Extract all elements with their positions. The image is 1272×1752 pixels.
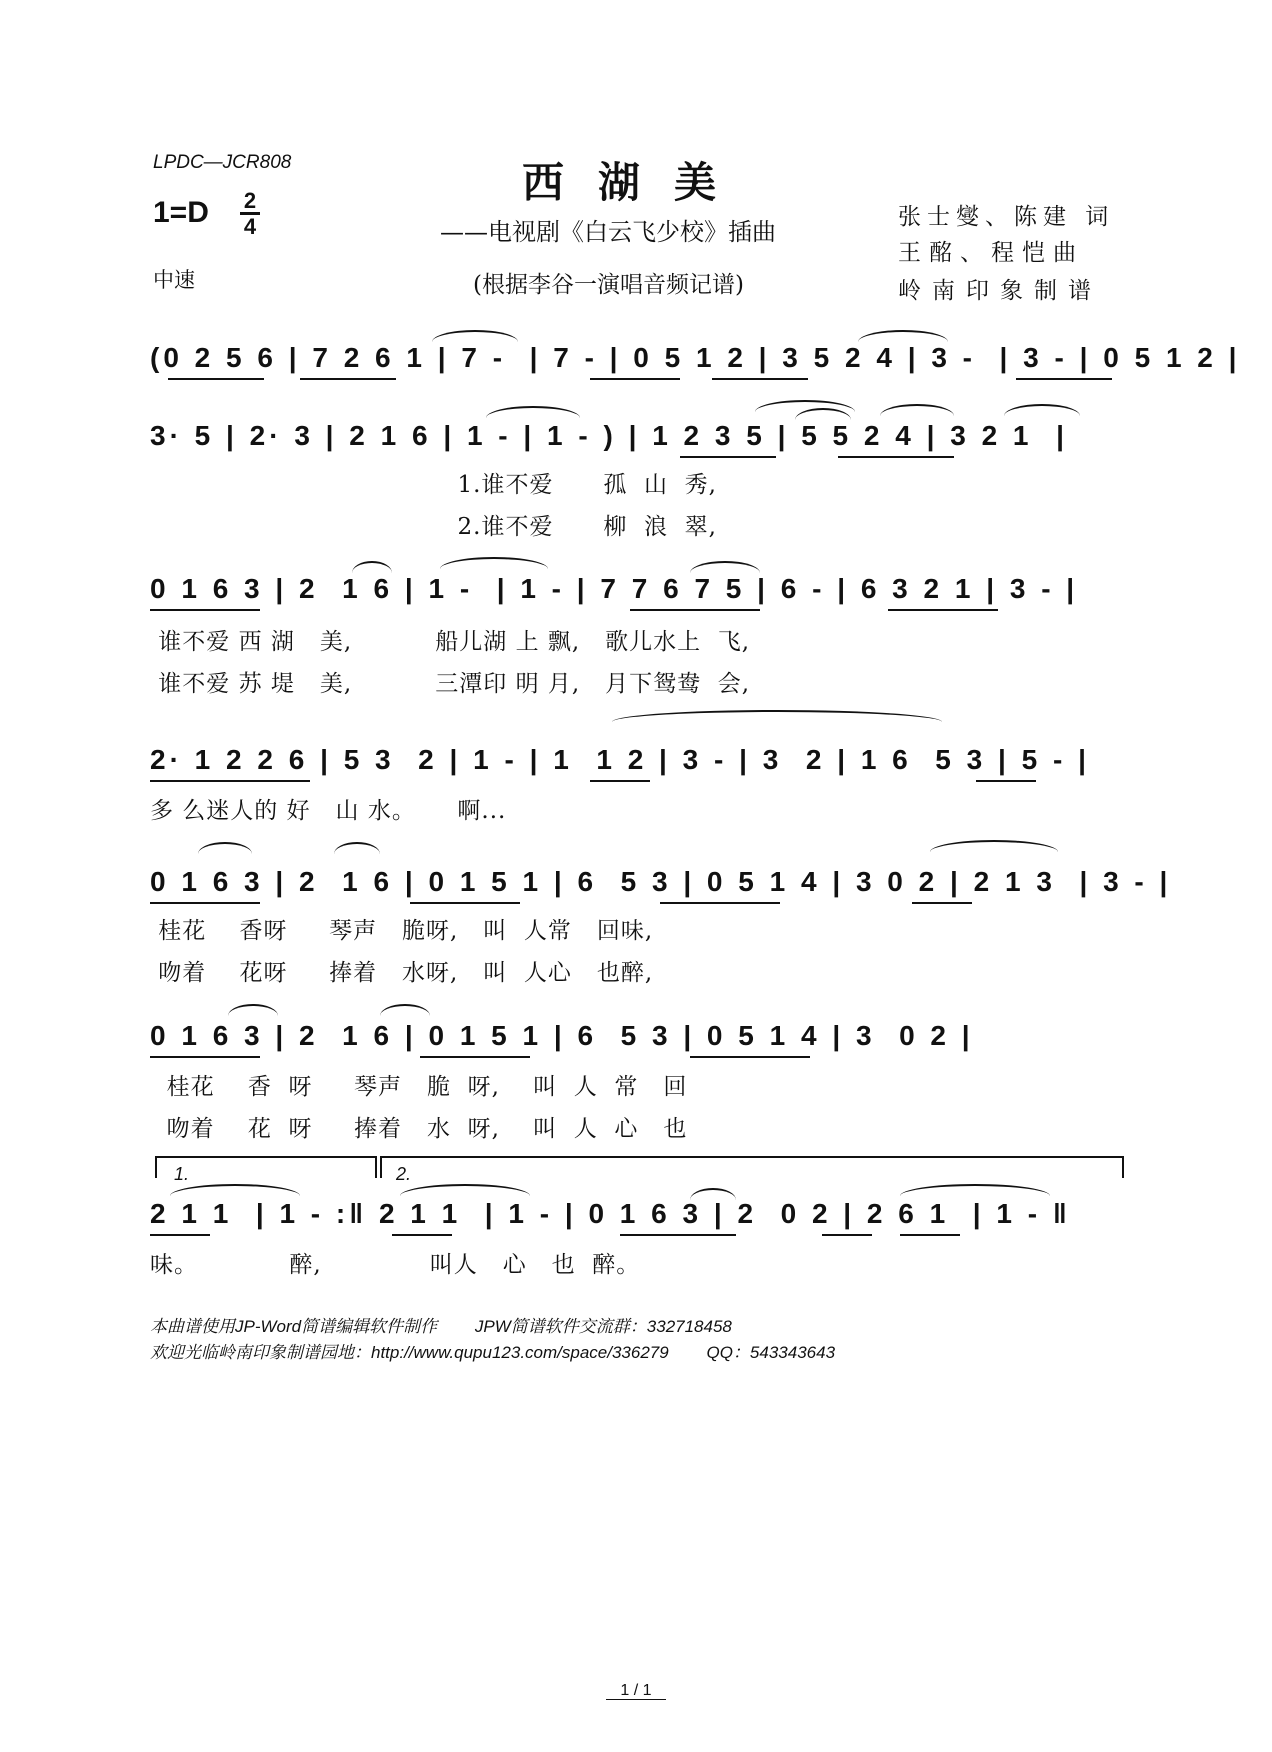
page-number-text: 1 / 1 (606, 1682, 665, 1700)
lyric-verse-1: 桂花 香呀 琴声 脆呀, 叫 人常 回味, (150, 918, 654, 944)
subtitle: ——电视剧《白云飞少校》插曲 (440, 218, 776, 246)
time-signature (240, 190, 260, 237)
lyric-verse-2: 吻着 花呀 捧着 水呀, 叫 人心 也醉, (150, 960, 654, 986)
staff-notes: 3· 5 | 2· 3 | 2 1 6 | 1 - | 1 - ) | 1 2 3 5 | 5 5 2 4 | 3 2 1 | (150, 420, 1068, 451)
lyric-verse-1: 谁不爱 西 湖 美, 船儿湖 上 飘, 歌儿水上 飞, (150, 629, 751, 655)
time-signature-bottom: 4 (243, 214, 257, 239)
staff-notes: 0 1 6 3 | 2 1 6 | 1 - | 1 - | 7 7 6 7 5 | 6 - | 6 3 2 1 | 3 - | (150, 573, 1079, 604)
lyric-line: 多 么迷人的 好 山 水。 啊... (150, 798, 507, 824)
volta-1-label: 1. (174, 1164, 190, 1184)
time-signature-top: 2 (243, 188, 257, 213)
score-code: LPDC—JCR808 (153, 152, 292, 173)
volta-2-label: 2. (396, 1164, 412, 1184)
lyric-verse-2: 吻着 花 呀 捧着 水 呀, 叫 人 心 也 (150, 1116, 688, 1142)
staff-notes: 0 1 6 3 | 2 1 6 | 0 1 5 1 | 6 5 3 | 0 5 1 4 | 3 0 2 | 2 1 3 | 3 - | (150, 866, 1172, 897)
source-note: (根据李谷一演唱音频记谱) (473, 272, 744, 298)
lyric-line: 味。 醉, 叫人 心 也 醉。 (150, 1252, 641, 1278)
credit-lyricist: 张士燮、陈建 词 (898, 204, 1115, 230)
lyric-verse-1: 1.谁不爱 孤 山 秀, (150, 472, 717, 498)
footer-website-note: 欢迎光临岭南印象制谱园地：http://www.qupu123.com/space/336279 QQ：543343643 (150, 1343, 836, 1362)
credit-composer: 王酩、程恺曲 (898, 240, 1084, 266)
page-title: 西湖美 (521, 158, 750, 207)
footer-software-note: 本曲谱使用JP-Word简谱编辑软件制作 JPW简谱软件交流群：332718458 (150, 1317, 732, 1336)
staff-notes: 0 1 6 3 | 2 1 6 | 0 1 5 1 | 6 5 3 | 0 5 1 4 | 3 0 2 | (150, 1020, 974, 1051)
tempo-marking: 中速 (153, 268, 195, 292)
staff-notes: (0 2 5 6 | 7 2 6 1 | 7 - | 7 - | 0 5 1 2 | 3 5 2 4 | 3 - | 3 - | 0 5 1 2 | (150, 342, 1241, 373)
credit-transcriber: 岭南印象制谱 (898, 278, 1102, 304)
page-number (0, 1682, 1272, 1700)
staff-notes: 2· 1 2 2 6 | 5 3 2 | 1 - | 1 1 2 | 3 - | 3 2 | 1 6 5 3 | 5 - | (150, 744, 1090, 775)
lyric-verse-2: 2.谁不爱 柳 浪 翠, (150, 514, 717, 540)
lyric-verse-2: 谁不爱 苏 堤 美, 三潭印 明 月, 月下鸳鸯 会, (150, 671, 751, 697)
staff-notes: 2 1 1 | 1 - :‖ 2 1 1 | 1 - | 0 1 6 3 | 2 0 2 | 2 6 1 | 1 - ‖ (150, 1198, 1071, 1229)
volta-2-bracket (380, 1156, 1124, 1178)
key-signature: 1=D (153, 196, 209, 229)
lyric-verse-1: 桂花 香 呀 琴声 脆 呀, 叫 人 常 回 (150, 1074, 688, 1100)
